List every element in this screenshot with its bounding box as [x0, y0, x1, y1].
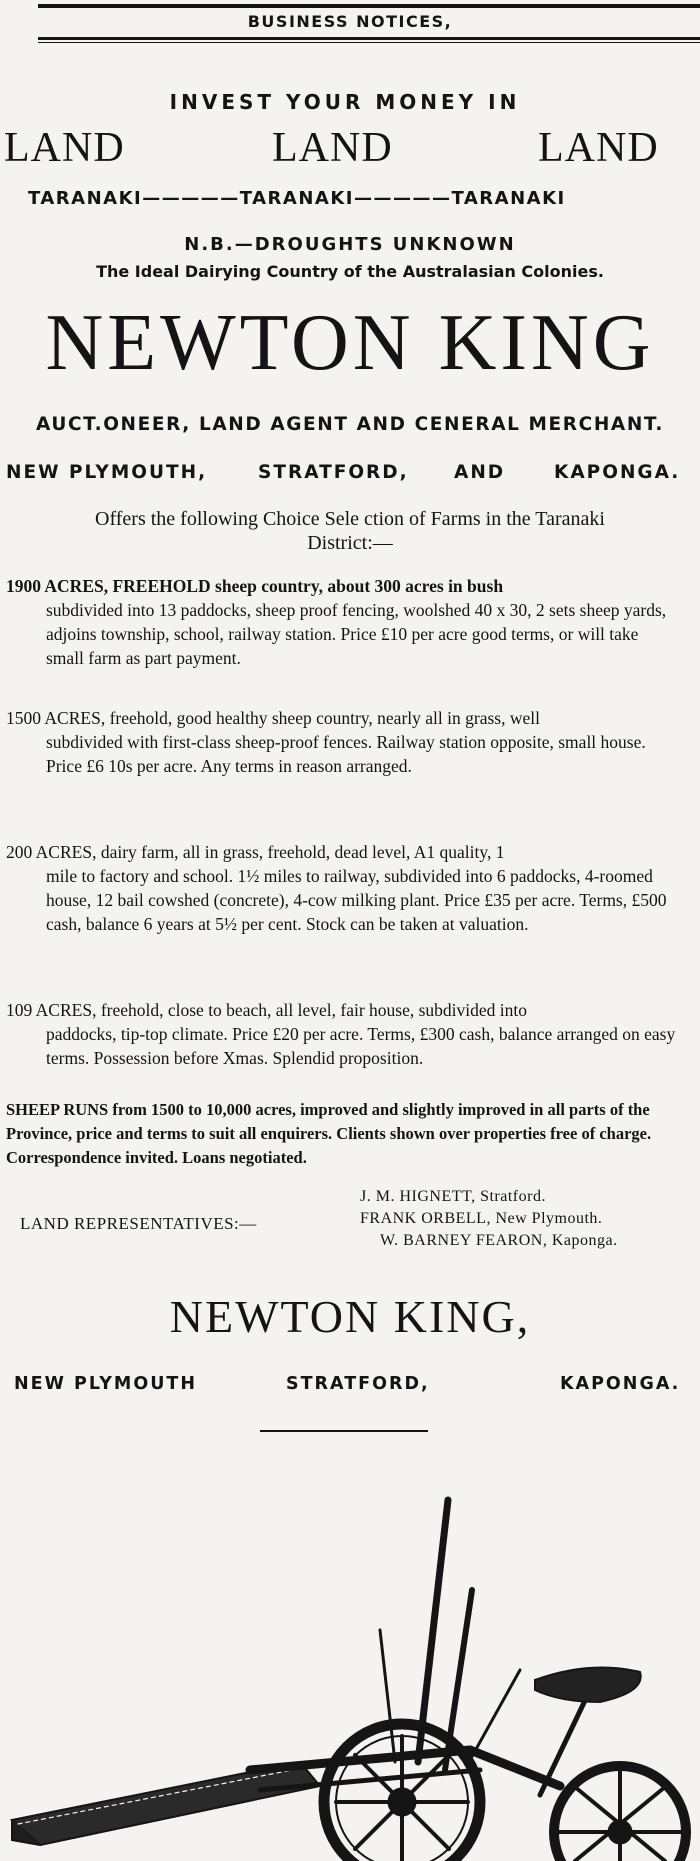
representative-hignett: J. M. HIGNETT, Stratford.: [360, 1188, 546, 1205]
droughts-notice: N.B.—DROUGHTS UNKNOWN: [184, 234, 516, 255]
land-word-right: LAND: [538, 125, 659, 171]
town-kaponga: KAPONGA.: [554, 462, 681, 483]
header-rule-thin: [38, 42, 700, 43]
footer-town-kaponga: KAPONGA.: [560, 1374, 681, 1394]
taranaki-line: TARANAKI—————TARANAKI—————TARANAKI: [28, 188, 566, 209]
farm-listing-1500-acres: [6, 706, 678, 778]
farm-details: subdivided into 13 paddocks, sheep proof fencing, woolshed 40 x 30, 2 sets sheep yards, adjoins township, school, railway station. Price £10 per acre good terms, or will take small farm as part payment.: [46, 600, 667, 668]
invest-heading: INVEST YOUR MONEY IN: [169, 90, 521, 114]
farm-listing-109-acres: [6, 998, 678, 1070]
farm-lead: 1900 ACRES, FREEHOLD sheep country, about 300 acres in bush: [6, 576, 504, 596]
footer-company-name: NEWTON KING,: [169, 1291, 531, 1342]
town-stratford: STRATFORD,: [258, 462, 409, 483]
company-role: AUCT.ONEER, LAND AGENT AND CENERAL MERCHANT.: [36, 414, 664, 435]
farm-lead: 109 ACRES, freehold, close to beach, all level, fair house, subdivided into: [6, 1000, 528, 1020]
offer-line-2: District:—: [307, 532, 393, 554]
header-rule: [38, 37, 700, 40]
farm-lead: 200 ACRES, dairy farm, all in grass, freehold, dead level, A1 quality, 1: [6, 842, 505, 862]
farm-listing-1900-acres: [6, 574, 678, 670]
top-rule: [38, 4, 700, 8]
section-title: BUSINESS NOTICES,: [247, 12, 453, 31]
footer-town-stratford: STRATFORD,: [286, 1374, 430, 1394]
farm-details: mile to factory and school. 1½ miles to railway, subdivided into 6 paddocks, 4-roomed house, 12 bail cowshed (concrete), 4-cow milking plant. Price £35 per acre. Terms, £500 cash, balance 6 years at 5½ per cent. Stock can be taken at valuation.: [46, 866, 667, 934]
company-name: NEWTON KING: [45, 299, 655, 387]
mowing-machine-icon: [0, 1440, 700, 1861]
farm-details: subdivided with first-class sheep-proof fences. Railway station opposite, small house. Price £6 10s per acre. Any terms in reason arranged.: [46, 732, 646, 776]
farm-listing-200-acres: [6, 840, 678, 936]
sheep-runs-notice: SHEEP RUNS from 1500 to 10,000 acres, improved and slightly improved in all parts of the Province, price and terms to suit all enquirers. Clients shown over properties free of charge. Correspondence invited. Loans negotiated.: [6, 1100, 652, 1167]
ideal-country-line: The Ideal Dairying Country of the Australasian Colonies.: [96, 262, 604, 281]
representative-orbell: FRANK ORBELL, New Plymouth.: [360, 1210, 603, 1227]
representatives-label: LAND REPRESENTATIVES:—: [20, 1214, 257, 1233]
representative-fearon: W. BARNEY FEARON, Kaponga.: [380, 1232, 618, 1249]
offer-line-1: Offers the following Choice Sele ction of Farms in the Taranaki: [95, 508, 605, 530]
farm-details: paddocks, tip-top climate. Price £20 per acre. Terms, £300 cash, balance arranged on easy terms. Possession before Xmas. Splendid proposition.: [46, 1024, 676, 1068]
land-word-left: LAND: [4, 125, 125, 171]
footer-town-new-plymouth: NEW PLYMOUTH: [14, 1374, 198, 1394]
farm-lead: 1500 ACRES, freehold, good healthy sheep country, nearly all in grass, well: [6, 708, 540, 728]
town-and: AND: [454, 462, 506, 483]
footer-divider: [260, 1430, 428, 1432]
town-new-plymouth: NEW PLYMOUTH,: [6, 462, 208, 483]
land-word-center: LAND: [272, 125, 393, 171]
